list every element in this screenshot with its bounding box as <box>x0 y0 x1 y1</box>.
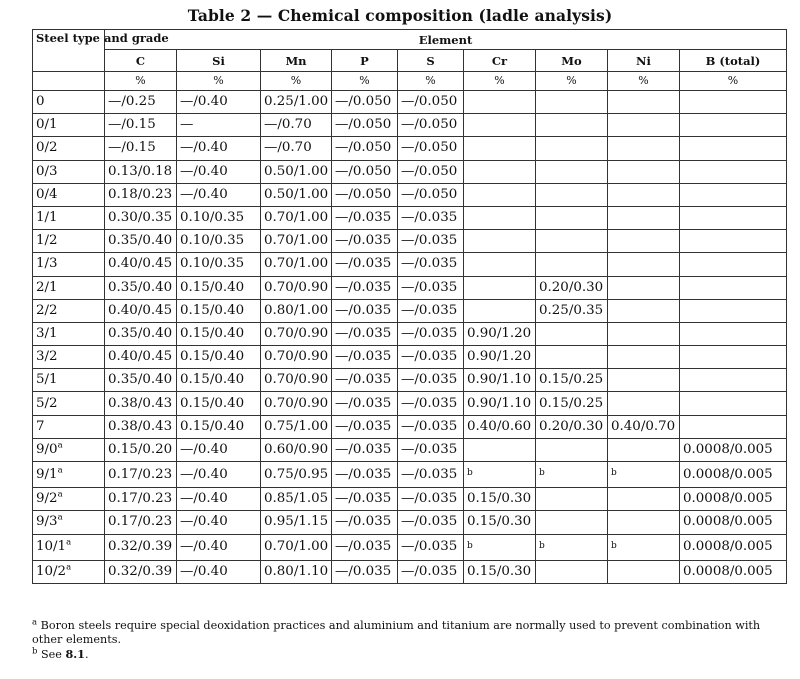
composition-value <box>464 276 536 299</box>
element-header: S <box>398 50 464 72</box>
composition-value: —/0.035 <box>332 346 398 369</box>
composition-value: —/0.15 <box>105 137 177 160</box>
composition-value <box>536 183 608 206</box>
composition-value: —/0.035 <box>398 322 464 345</box>
steel-grade-cell <box>33 160 105 183</box>
steel-type-header: Steel type and grade <box>33 30 105 72</box>
composition-value <box>536 137 608 160</box>
footnote-ref: a <box>66 562 72 573</box>
composition-value <box>680 253 787 276</box>
composition-value: 0.40/0.45 <box>105 299 177 322</box>
steel-grade-cell <box>33 299 105 322</box>
composition-value: —/0.035 <box>398 346 464 369</box>
composition-value: —/0.40 <box>177 160 261 183</box>
steel-grade: 2/1 <box>36 279 58 295</box>
composition-value: 0.38/0.43 <box>105 415 177 438</box>
composition-value <box>680 415 787 438</box>
steel-grade-cell <box>33 560 105 583</box>
steel-grade-cell <box>33 369 105 392</box>
composition-value: —/0.035 <box>398 511 464 534</box>
composition-value <box>536 511 608 534</box>
table-row <box>33 114 787 137</box>
composition-table-container <box>32 29 785 584</box>
unit-cell: % <box>464 72 536 91</box>
composition-value: 0.17/0.23 <box>105 488 177 511</box>
composition-value <box>680 206 787 229</box>
footnote-b <box>32 647 785 662</box>
composition-value: 0.15/0.40 <box>177 276 261 299</box>
composition-value <box>464 253 536 276</box>
composition-value: —/0.40 <box>177 488 261 511</box>
composition-value <box>680 160 787 183</box>
composition-value: —/0.15 <box>105 114 177 137</box>
composition-value <box>680 276 787 299</box>
composition-value: 0.35/0.40 <box>105 230 177 253</box>
composition-value <box>608 114 680 137</box>
composition-value <box>536 322 608 345</box>
composition-value <box>536 253 608 276</box>
composition-value <box>608 160 680 183</box>
composition-value: 0.20/0.30 <box>536 415 608 438</box>
composition-value: 0.0008/0.005 <box>680 560 787 583</box>
composition-value: 0.18/0.23 <box>105 183 177 206</box>
table-row <box>33 160 787 183</box>
composition-value <box>608 560 680 583</box>
composition-value: 0.90/1.10 <box>464 392 536 415</box>
composition-value: 0.32/0.39 <box>105 560 177 583</box>
composition-value: —/0.050 <box>398 114 464 137</box>
composition-value: —/0.40 <box>177 511 261 534</box>
unit-cell: % <box>105 72 177 91</box>
table-row <box>33 137 787 160</box>
footnote-b-tail: . <box>84 648 89 661</box>
composition-value: 0.10/0.35 <box>177 206 261 229</box>
composition-value <box>608 369 680 392</box>
footnote-b-ref: 8.1 <box>65 647 85 661</box>
table-row <box>33 253 787 276</box>
composition-value: 0.35/0.40 <box>105 276 177 299</box>
steel-grade-cell <box>33 114 105 137</box>
composition-value: —/0.035 <box>332 206 398 229</box>
composition-value: 0.17/0.23 <box>105 511 177 534</box>
composition-value: 0.75/1.00 <box>261 415 332 438</box>
composition-value: —/0.035 <box>398 392 464 415</box>
footnote-b-text: See <box>41 648 66 661</box>
composition-value <box>536 114 608 137</box>
composition-value <box>680 392 787 415</box>
composition-value: —/0.050 <box>398 91 464 114</box>
table-row <box>33 534 787 560</box>
composition-value <box>536 438 608 461</box>
composition-value: —/0.050 <box>398 137 464 160</box>
table-row <box>33 560 787 583</box>
composition-value: —/0.035 <box>332 415 398 438</box>
composition-value <box>464 114 536 137</box>
composition-value <box>608 392 680 415</box>
composition-value: —/0.035 <box>332 488 398 511</box>
composition-value <box>608 183 680 206</box>
composition-value: 0.0008/0.005 <box>680 534 787 560</box>
composition-value: —/0.25 <box>105 91 177 114</box>
composition-value: —/0.035 <box>332 299 398 322</box>
composition-table <box>32 29 787 584</box>
composition-value <box>464 183 536 206</box>
composition-value: 0.70/1.00 <box>261 230 332 253</box>
footnote-ref: a <box>57 513 63 523</box>
composition-value <box>536 160 608 183</box>
footnote-b-ref-cell: b <box>608 462 680 488</box>
steel-grade-cell <box>33 415 105 438</box>
footnote-b-ref-cell: b <box>536 534 608 560</box>
composition-value: 0.40/0.70 <box>608 415 680 438</box>
unit-cell-empty <box>33 72 105 91</box>
composition-value: 0.32/0.39 <box>105 534 177 560</box>
steel-grade: 10/1 <box>36 539 67 555</box>
footnote-a <box>32 619 785 647</box>
composition-value <box>680 137 787 160</box>
footnote-ref: a <box>57 489 63 500</box>
steel-grade: 0/1 <box>36 117 58 133</box>
composition-value: 0.25/0.35 <box>536 299 608 322</box>
steel-grade: 9/0 <box>36 441 58 457</box>
composition-value: —/0.40 <box>177 462 261 488</box>
composition-value <box>608 91 680 114</box>
steel-grade: 0/3 <box>36 163 58 179</box>
composition-value: 0.50/1.00 <box>261 160 332 183</box>
table-row <box>33 276 787 299</box>
composition-value: —/0.40 <box>177 91 261 114</box>
steel-grade-cell <box>33 511 105 534</box>
steel-grade-cell <box>33 392 105 415</box>
composition-value <box>680 91 787 114</box>
footnote-b-ref-cell: b <box>464 534 536 560</box>
table-row <box>33 415 787 438</box>
table-body <box>33 72 787 584</box>
composition-value: —/0.40 <box>177 137 261 160</box>
composition-value: —/0.050 <box>332 114 398 137</box>
composition-value: 0.0008/0.005 <box>680 438 787 461</box>
composition-value <box>464 206 536 229</box>
steel-grade-cell <box>33 183 105 206</box>
steel-grade-cell <box>33 137 105 160</box>
composition-value: 0.0008/0.005 <box>680 511 787 534</box>
composition-value: 0.95/1.15 <box>261 511 332 534</box>
composition-value <box>536 230 608 253</box>
composition-value: 0.60/0.90 <box>261 438 332 461</box>
composition-value: —/0.035 <box>398 534 464 560</box>
composition-value: 0.70/1.00 <box>261 253 332 276</box>
composition-value <box>680 230 787 253</box>
composition-value: 0.15/0.40 <box>177 392 261 415</box>
composition-value: —/0.70 <box>261 114 332 137</box>
table-row <box>33 462 787 488</box>
composition-value <box>608 230 680 253</box>
composition-value <box>536 91 608 114</box>
composition-value: —/0.035 <box>332 392 398 415</box>
steel-grade-cell <box>33 322 105 345</box>
composition-value: —/0.035 <box>332 511 398 534</box>
table-row <box>33 299 787 322</box>
composition-value: 0.20/0.30 <box>536 276 608 299</box>
footnote-b-ref-cell: b <box>608 534 680 560</box>
composition-value: 0.15/0.40 <box>177 322 261 345</box>
composition-value <box>464 137 536 160</box>
composition-value: 0.70/1.00 <box>261 206 332 229</box>
element-group-header: Element <box>105 30 787 50</box>
composition-value: —/0.035 <box>332 560 398 583</box>
footnotes <box>32 619 785 662</box>
steel-grade: 3/1 <box>36 325 58 341</box>
composition-value: — <box>177 114 261 137</box>
composition-value: 0.15/0.25 <box>536 392 608 415</box>
composition-value: 0.0008/0.005 <box>680 488 787 511</box>
composition-value <box>608 253 680 276</box>
composition-value: 0.17/0.23 <box>105 462 177 488</box>
footnote-b-ref-cell: b <box>464 462 536 488</box>
steel-grade-cell <box>33 206 105 229</box>
composition-value: —/0.035 <box>398 488 464 511</box>
steel-grade: 1/1 <box>36 210 58 226</box>
composition-value: 0.40/0.60 <box>464 415 536 438</box>
composition-value: 0.35/0.40 <box>105 369 177 392</box>
composition-value <box>608 299 680 322</box>
footnote-a-text: Boron steels require special deoxidation practices and aluminium and titanium are normally used to prevent combination with other elements. <box>32 619 761 646</box>
steel-grade: 9/2 <box>36 491 58 507</box>
composition-value: 0.15/0.30 <box>464 511 536 534</box>
composition-value: 0.35/0.40 <box>105 322 177 345</box>
unit-cell: % <box>680 72 787 91</box>
composition-value <box>536 346 608 369</box>
composition-value: 0.30/0.35 <box>105 206 177 229</box>
footnote-b-ref-cell: b <box>536 462 608 488</box>
composition-value: 0.15/0.40 <box>177 415 261 438</box>
composition-value: —/0.035 <box>332 369 398 392</box>
composition-value: —/0.050 <box>332 91 398 114</box>
steel-grade-cell <box>33 230 105 253</box>
composition-value: 0.40/0.45 <box>105 346 177 369</box>
composition-value: —/0.035 <box>398 206 464 229</box>
composition-value: —/0.035 <box>332 322 398 345</box>
composition-value: 0.85/1.05 <box>261 488 332 511</box>
composition-value: 0.10/0.35 <box>177 253 261 276</box>
composition-value: —/0.035 <box>332 462 398 488</box>
composition-value: 0.90/1.10 <box>464 369 536 392</box>
composition-value: —/0.40 <box>177 560 261 583</box>
steel-grade: 0/4 <box>36 186 58 202</box>
composition-value <box>680 346 787 369</box>
composition-value: 0.15/0.20 <box>105 438 177 461</box>
composition-value: —/0.035 <box>332 438 398 461</box>
composition-value: 0.15/0.40 <box>177 299 261 322</box>
composition-value <box>680 299 787 322</box>
steel-grade-cell <box>33 534 105 560</box>
element-header: C <box>105 50 177 72</box>
steel-grade: 2/2 <box>36 302 58 318</box>
element-header: Cr <box>464 50 536 72</box>
footnote-ref: a <box>57 465 63 476</box>
composition-value: 0.80/1.00 <box>261 299 332 322</box>
composition-value: 0.70/0.90 <box>261 322 332 345</box>
element-header: Si <box>177 50 261 72</box>
composition-value: —/0.050 <box>398 183 464 206</box>
steel-grade-cell <box>33 253 105 276</box>
composition-value: —/0.40 <box>177 438 261 461</box>
table-row <box>33 206 787 229</box>
composition-value <box>464 299 536 322</box>
composition-value: —/0.40 <box>177 183 261 206</box>
steel-grade: 1/2 <box>36 233 58 249</box>
footnote-ref: a <box>57 440 63 451</box>
composition-value <box>464 230 536 253</box>
composition-value: —/0.035 <box>398 560 464 583</box>
steel-grade: 10/2 <box>36 563 67 579</box>
composition-value: 0.15/0.40 <box>177 369 261 392</box>
composition-value <box>608 488 680 511</box>
composition-value: 0.13/0.18 <box>105 160 177 183</box>
footnote-ref: a <box>66 537 72 548</box>
composition-value: —/0.035 <box>398 253 464 276</box>
table-row <box>33 438 787 461</box>
steel-grade-cell <box>33 462 105 488</box>
composition-value: —/0.035 <box>398 369 464 392</box>
composition-value <box>536 560 608 583</box>
composition-value: 0.40/0.45 <box>105 253 177 276</box>
element-header: Ni <box>608 50 680 72</box>
element-header: P <box>332 50 398 72</box>
steel-grade: 9/1 <box>36 466 58 482</box>
steel-grade: 5/1 <box>36 372 58 388</box>
composition-value <box>680 183 787 206</box>
composition-value: 0.80/1.10 <box>261 560 332 583</box>
composition-value <box>680 322 787 345</box>
table-row <box>33 322 787 345</box>
composition-value: —/0.40 <box>177 534 261 560</box>
steel-grade-cell <box>33 276 105 299</box>
composition-value: —/0.050 <box>332 137 398 160</box>
steel-grade: 3/2 <box>36 349 58 365</box>
composition-value <box>680 114 787 137</box>
composition-value: 0.75/0.95 <box>261 462 332 488</box>
element-header: Mn <box>261 50 332 72</box>
table-row <box>33 183 787 206</box>
composition-value: 0.15/0.40 <box>177 346 261 369</box>
composition-value <box>536 206 608 229</box>
composition-value <box>608 511 680 534</box>
composition-value: 0.70/0.90 <box>261 392 332 415</box>
steel-grade: 0 <box>36 94 45 110</box>
unit-cell: % <box>608 72 680 91</box>
steel-grade: 1/3 <box>36 256 58 272</box>
composition-value <box>536 488 608 511</box>
steel-grade-cell <box>33 346 105 369</box>
steel-grade-cell <box>33 488 105 511</box>
composition-value <box>608 276 680 299</box>
composition-value: 0.70/0.90 <box>261 276 332 299</box>
composition-value: —/0.035 <box>332 276 398 299</box>
composition-value: 0.50/1.00 <box>261 183 332 206</box>
composition-value: —/0.035 <box>398 438 464 461</box>
table-row <box>33 230 787 253</box>
steel-grade: 9/3 <box>36 514 58 530</box>
footnote-b-mark: b <box>32 646 38 657</box>
composition-value: —/0.035 <box>398 299 464 322</box>
unit-cell: % <box>261 72 332 91</box>
composition-value: —/0.035 <box>332 534 398 560</box>
composition-value: 0.70/1.00 <box>261 534 332 560</box>
composition-value <box>608 346 680 369</box>
composition-value: 0.15/0.30 <box>464 560 536 583</box>
composition-value: —/0.70 <box>261 137 332 160</box>
composition-value: 0.15/0.30 <box>464 488 536 511</box>
composition-value: —/0.050 <box>398 160 464 183</box>
composition-value <box>464 438 536 461</box>
unit-cell: % <box>177 72 261 91</box>
table-row <box>33 488 787 511</box>
steel-grade: 7 <box>36 418 45 434</box>
table-row <box>33 511 787 534</box>
unit-cell: % <box>398 72 464 91</box>
composition-value <box>464 91 536 114</box>
composition-value <box>680 369 787 392</box>
composition-value: —/0.035 <box>398 276 464 299</box>
table-row <box>33 369 787 392</box>
steel-grade-cell <box>33 438 105 461</box>
unit-cell: % <box>332 72 398 91</box>
table-title: Table 2 — Chemical composition (ladle analysis) <box>187 6 613 25</box>
steel-grade: 0/2 <box>36 140 58 156</box>
unit-cell: % <box>536 72 608 91</box>
steel-grade-cell <box>33 91 105 114</box>
table-row <box>33 91 787 114</box>
composition-value: 0.90/1.20 <box>464 322 536 345</box>
table-row <box>33 392 787 415</box>
footnote-a-mark: a <box>32 617 38 628</box>
composition-value <box>608 438 680 461</box>
composition-value <box>608 206 680 229</box>
composition-value <box>608 137 680 160</box>
composition-value: 0.90/1.20 <box>464 346 536 369</box>
composition-value: —/0.035 <box>398 230 464 253</box>
composition-value: 0.70/0.90 <box>261 346 332 369</box>
composition-value: 0.70/0.90 <box>261 369 332 392</box>
composition-value <box>464 160 536 183</box>
composition-value: 0.10/0.35 <box>177 230 261 253</box>
composition-value: —/0.050 <box>332 183 398 206</box>
composition-value: 0.25/1.00 <box>261 91 332 114</box>
steel-grade: 5/2 <box>36 395 58 411</box>
table-row <box>33 346 787 369</box>
composition-value: —/0.035 <box>398 462 464 488</box>
composition-value: —/0.035 <box>398 415 464 438</box>
composition-value: 0.15/0.25 <box>536 369 608 392</box>
element-header: B (total) <box>680 50 787 72</box>
composition-value <box>608 322 680 345</box>
composition-value: 0.38/0.43 <box>105 392 177 415</box>
composition-value: —/0.035 <box>332 230 398 253</box>
element-header: Mo <box>536 50 608 72</box>
composition-value: —/0.035 <box>332 253 398 276</box>
unit-row <box>33 72 787 91</box>
composition-value: 0.0008/0.005 <box>680 462 787 488</box>
composition-value: —/0.050 <box>332 160 398 183</box>
